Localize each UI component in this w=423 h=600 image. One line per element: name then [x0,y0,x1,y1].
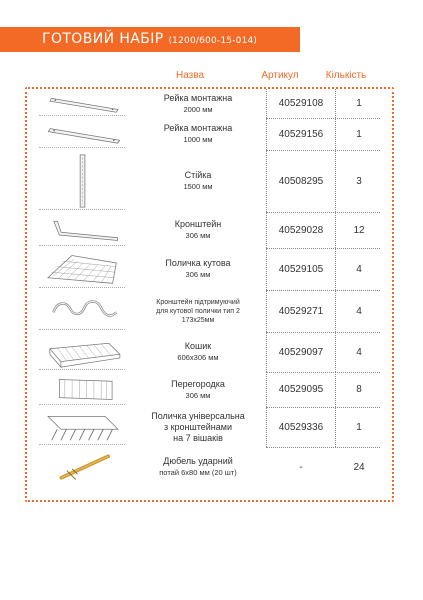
item-quantity: 8 [356,384,362,395]
item-image [39,214,125,246]
hanger-shelf-icon [41,409,125,444]
item-title: Кронштейн [174,219,222,229]
item-name [133,407,263,447]
item-image [39,250,125,288]
item-size: 1500 мм [183,182,213,191]
item-name [133,118,263,150]
item-quantity: 1 [356,98,362,109]
column-header-article: Артикул [261,70,299,81]
table-row [39,332,379,372]
item-article: 40529336 [266,407,336,447]
item-size: 2000 мм [183,104,213,114]
item-article: 40529105 [266,248,336,290]
item-size: потай 6х80 мм (20 шт) [159,468,237,477]
table-row [39,372,379,407]
item-image [39,292,125,330]
table-row [39,212,379,248]
item-quantity: 1 [356,128,362,140]
table-row [39,407,379,447]
item-size: 606х306 мм [177,353,219,362]
item-quantity: 12 [353,224,365,236]
item-article: 40529028 [266,212,336,248]
item-image [39,449,125,485]
item-quantity: 4 [356,263,362,275]
item-image [39,409,125,445]
item-size: на 7 вішаків [173,432,223,443]
item-name [133,212,263,248]
table-row [39,248,379,290]
item-title: Рейка монтажна [163,92,233,103]
item-quantity: 3 [356,175,362,187]
item-name [133,290,263,332]
item-title: Рейка монтажна [163,123,233,133]
item-quantity: 24 [353,461,365,473]
item-title: Кронштейн підтримуючий [156,298,240,306]
item-image [39,91,125,116]
item-title: Поличка кутова [165,258,231,268]
title-text: ГОТОВИЙ НАБІР [42,31,164,47]
page-title [42,31,257,47]
item-image [39,120,125,148]
item-title: Перегородка [171,378,225,389]
item-image [39,374,125,405]
item-article: - [299,461,303,473]
item-name [133,89,263,118]
item-title: Поличка універсальна [151,410,245,421]
item-article: 40529271 [266,290,336,332]
table-row [39,290,379,332]
item-quantity: 1 [356,421,362,433]
item-image [39,334,125,370]
item-article: 40529095 [266,372,336,407]
item-name [133,248,263,290]
table-row [39,89,379,118]
item-name [133,372,263,407]
item-article: 40529156 [266,118,336,150]
bracket-icon [41,214,125,245]
item-name [133,447,263,487]
item-size: 306 мм [185,231,211,240]
item-title: Кошик [184,341,212,351]
table-row [39,118,379,150]
divider-icon [41,374,125,404]
item-name [133,150,263,212]
item-article: 40508295 [266,150,336,212]
item-size: 1000 мм [183,135,213,144]
support-bracket-icon [41,292,125,329]
item-image [39,152,125,210]
item-article: 40529108 [266,89,336,118]
item-quantity: 4 [356,346,362,358]
item-title: Стійка [184,170,212,180]
item-size: 173х25мм [181,316,215,324]
mounting-rail-icon [41,120,125,147]
item-title-line2: з кронштейнами [163,421,232,432]
dowel-icon [41,449,125,485]
upright-post-icon [41,152,125,209]
wire-basket-icon [41,334,125,369]
mounting-rail-icon [41,91,125,115]
item-quantity: 4 [356,305,362,317]
set-code: (1200/600-15-014) [168,36,258,46]
item-article: 40529097 [266,332,336,372]
item-size: 306 мм [185,270,211,279]
item-size: 306 мм [185,390,211,400]
item-title-line2: для кутової полички тип 2 [156,307,240,315]
table-row [39,447,379,487]
column-header-name: Назва [175,70,205,81]
table-row [39,150,379,212]
item-name [133,332,263,372]
item-title: Дюбель ударний [163,456,233,466]
corner-shelf-icon [41,250,125,287]
column-header-quantity: Кількість [325,70,367,81]
